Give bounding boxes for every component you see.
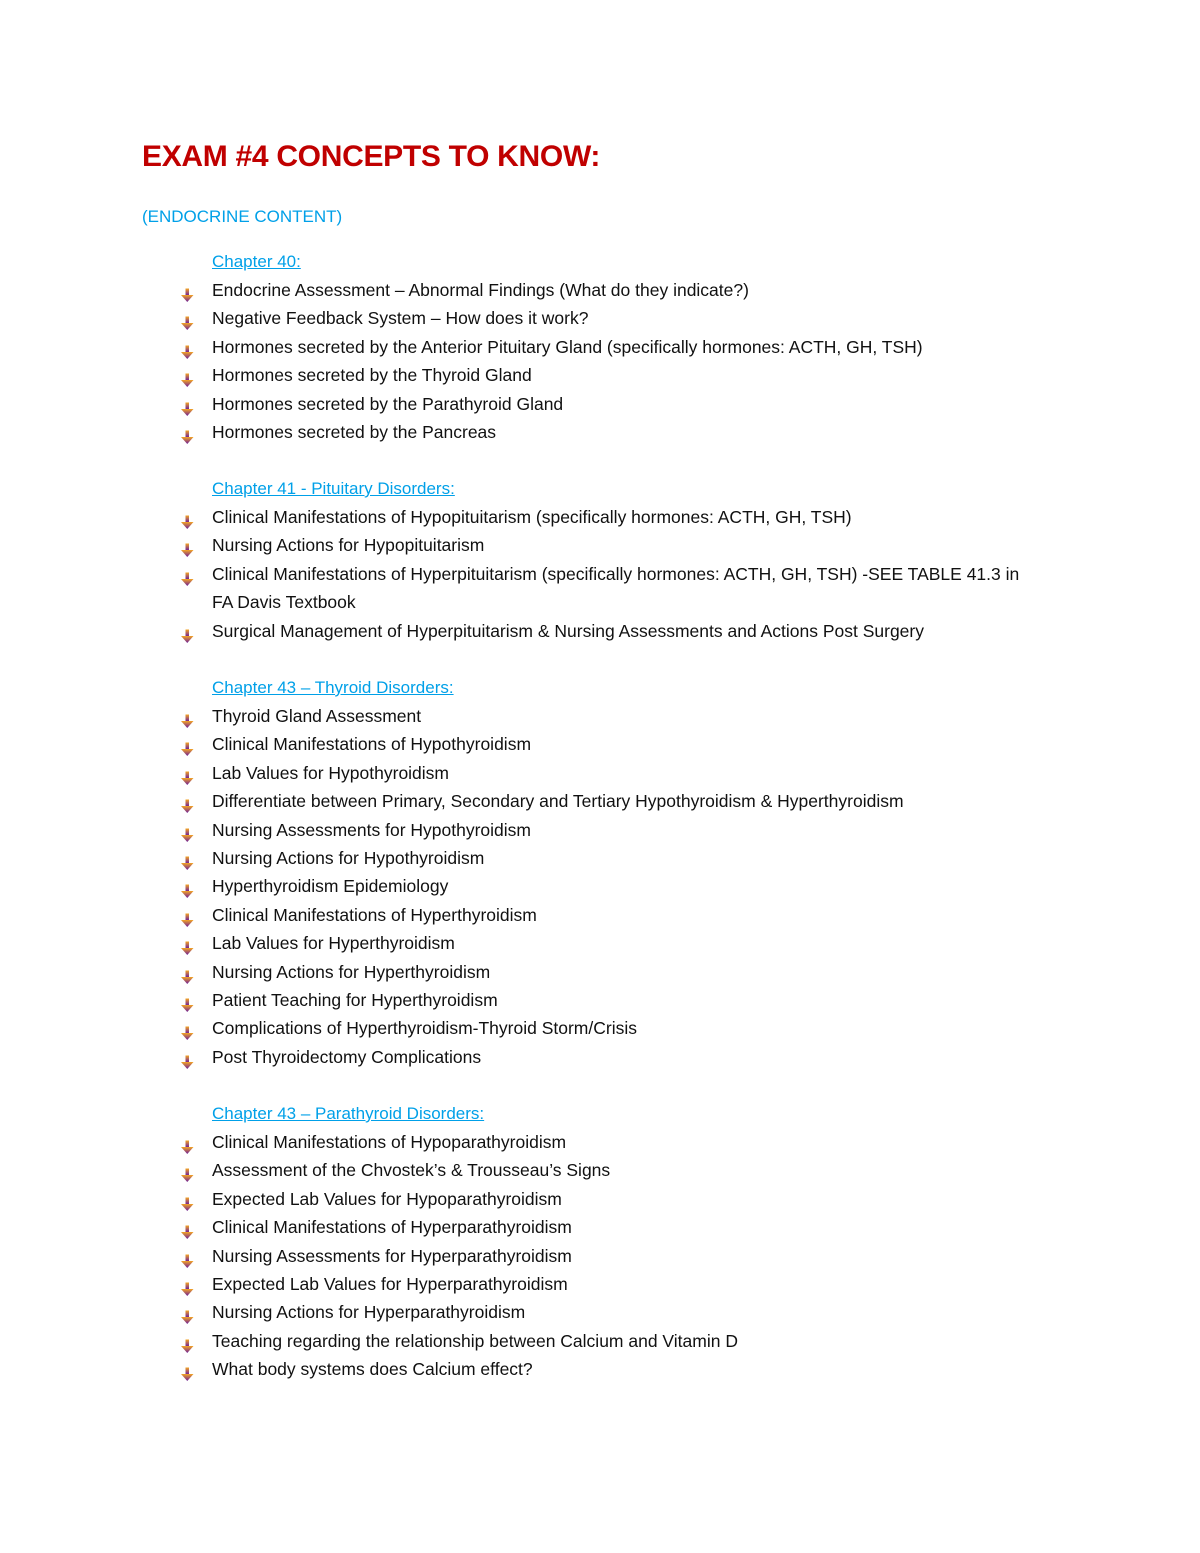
list-item: Hormones secreted by the Thyroid Gland (0, 361, 1200, 389)
section-heading: Chapter 41 - Pituitary Disorders: (212, 479, 455, 498)
list-item: Hormones secreted by the Pancreas (0, 418, 1200, 446)
arrow-down-bullet-icon (180, 1362, 195, 1377)
list-item: Clinical Manifestations of Hyperthyroidism (0, 901, 1200, 929)
arrow-down-bullet-icon (180, 936, 195, 951)
arrow-down-bullet-icon (180, 1277, 195, 1292)
item-list (0, 503, 1200, 645)
arrow-down-bullet-icon (180, 311, 195, 326)
section-heading: Chapter 43 – Parathyroid Disorders: (212, 1104, 485, 1123)
arrow-down-bullet-icon (180, 965, 195, 980)
arrow-down-bullet-icon (180, 1220, 195, 1235)
list-item: Nursing Actions for Hyperthyroidism (0, 958, 1200, 986)
arrow-down-bullet-icon (180, 851, 195, 866)
list-item: Thyroid Gland Assessment (0, 702, 1200, 730)
list-item: Clinical Manifestations of Hyperparathyroidism (0, 1213, 1200, 1241)
arrow-down-bullet-icon (180, 993, 195, 1008)
list-item: Assessment of the Chvostek’s & Trousseau’s Signs (0, 1156, 1200, 1184)
list-item: Clinical Manifestations of Hypopituitarism (specifically hormones: ACTH, GH, TSH) (0, 503, 1200, 531)
item-list (0, 276, 1200, 446)
list-item: Teaching regarding the relationship between Calcium and Vitamin D (0, 1327, 1200, 1355)
list-item: Nursing Actions for Hypopituitarism (0, 531, 1200, 559)
arrow-down-bullet-icon (180, 879, 195, 894)
list-item: Post Thyroidectomy Complications (0, 1043, 1200, 1071)
arrow-down-bullet-icon (180, 908, 195, 923)
list-item: Expected Lab Values for Hypoparathyroidism (0, 1185, 1200, 1213)
list-item: Patient Teaching for Hyperthyroidism (0, 986, 1200, 1014)
arrow-down-bullet-icon (180, 823, 195, 838)
item-list (0, 1128, 1200, 1384)
list-item: Negative Feedback System – How does it work? (0, 304, 1200, 332)
arrow-down-bullet-icon (180, 340, 195, 355)
list-item: Lab Values for Hyperthyroidism (0, 929, 1200, 957)
arrow-down-bullet-icon (180, 766, 195, 781)
arrow-down-bullet-icon (180, 1135, 195, 1150)
arrow-down-bullet-icon (180, 1021, 195, 1036)
arrow-down-bullet-icon (180, 368, 195, 383)
list-item: Nursing Assessments for Hyperparathyroidism (0, 1242, 1200, 1270)
arrow-down-bullet-icon (180, 425, 195, 440)
arrow-down-bullet-icon (180, 538, 195, 553)
section-heading: Chapter 40: (212, 252, 301, 271)
arrow-down-bullet-icon (180, 1305, 195, 1320)
list-item: Surgical Management of Hyperpituitarism & Nursing Assessments and Actions Post Surgery (0, 617, 1200, 645)
arrow-down-bullet-icon (180, 1192, 195, 1207)
page-title: EXAM #4 CONCEPTS TO KNOW: (142, 140, 601, 173)
arrow-down-bullet-icon (180, 624, 195, 639)
arrow-down-bullet-icon (180, 567, 195, 582)
arrow-down-bullet-icon (180, 1163, 195, 1178)
list-item: Nursing Assessments for Hypothyroidism (0, 816, 1200, 844)
list-item: Endocrine Assessment – Abnormal Findings (What do they indicate?) (0, 276, 1200, 304)
arrow-down-bullet-icon (180, 1249, 195, 1264)
list-item: Hormones secreted by the Parathyroid Gland (0, 390, 1200, 418)
arrow-down-bullet-icon (180, 794, 195, 809)
arrow-down-bullet-icon (180, 1334, 195, 1349)
page-subtitle: (ENDOCRINE CONTENT) (142, 207, 343, 226)
item-list (0, 702, 1200, 1071)
list-item: Hormones secreted by the Anterior Pituitary Gland (specifically hormones: ACTH, GH, TSH) (0, 333, 1200, 361)
list-item: Clinical Manifestations of Hypoparathyroidism (0, 1128, 1200, 1156)
arrow-down-bullet-icon (180, 397, 195, 412)
list-item: Nursing Actions for Hyperparathyroidism (0, 1298, 1200, 1326)
list-item: Differentiate between Primary, Secondary and Tertiary Hypothyroidism & Hyperthyroidism (0, 787, 1200, 815)
arrow-down-bullet-icon (180, 283, 195, 298)
list-item: Expected Lab Values for Hyperparathyroidism (0, 1270, 1200, 1298)
list-item: Clinical Manifestations of Hyperpituitarism (specifically hormones: ACTH, GH, TSH) -SEE TABLE 41.3 in FA Davis Textbook (0, 560, 1200, 617)
arrow-down-bullet-icon (180, 737, 195, 752)
list-item: Nursing Actions for Hypothyroidism (0, 844, 1200, 872)
list-item: Complications of Hyperthyroidism-Thyroid Storm/Crisis (0, 1014, 1200, 1042)
arrow-down-bullet-icon (180, 510, 195, 525)
list-item: What body systems does Calcium effect? (0, 1355, 1200, 1383)
list-item: Clinical Manifestations of Hypothyroidism (0, 730, 1200, 758)
list-item: Lab Values for Hypothyroidism (0, 759, 1200, 787)
arrow-down-bullet-icon (180, 709, 195, 724)
section-heading: Chapter 43 – Thyroid Disorders: (212, 678, 454, 697)
list-item: Hyperthyroidism Epidemiology (0, 872, 1200, 900)
arrow-down-bullet-icon (180, 1050, 195, 1065)
